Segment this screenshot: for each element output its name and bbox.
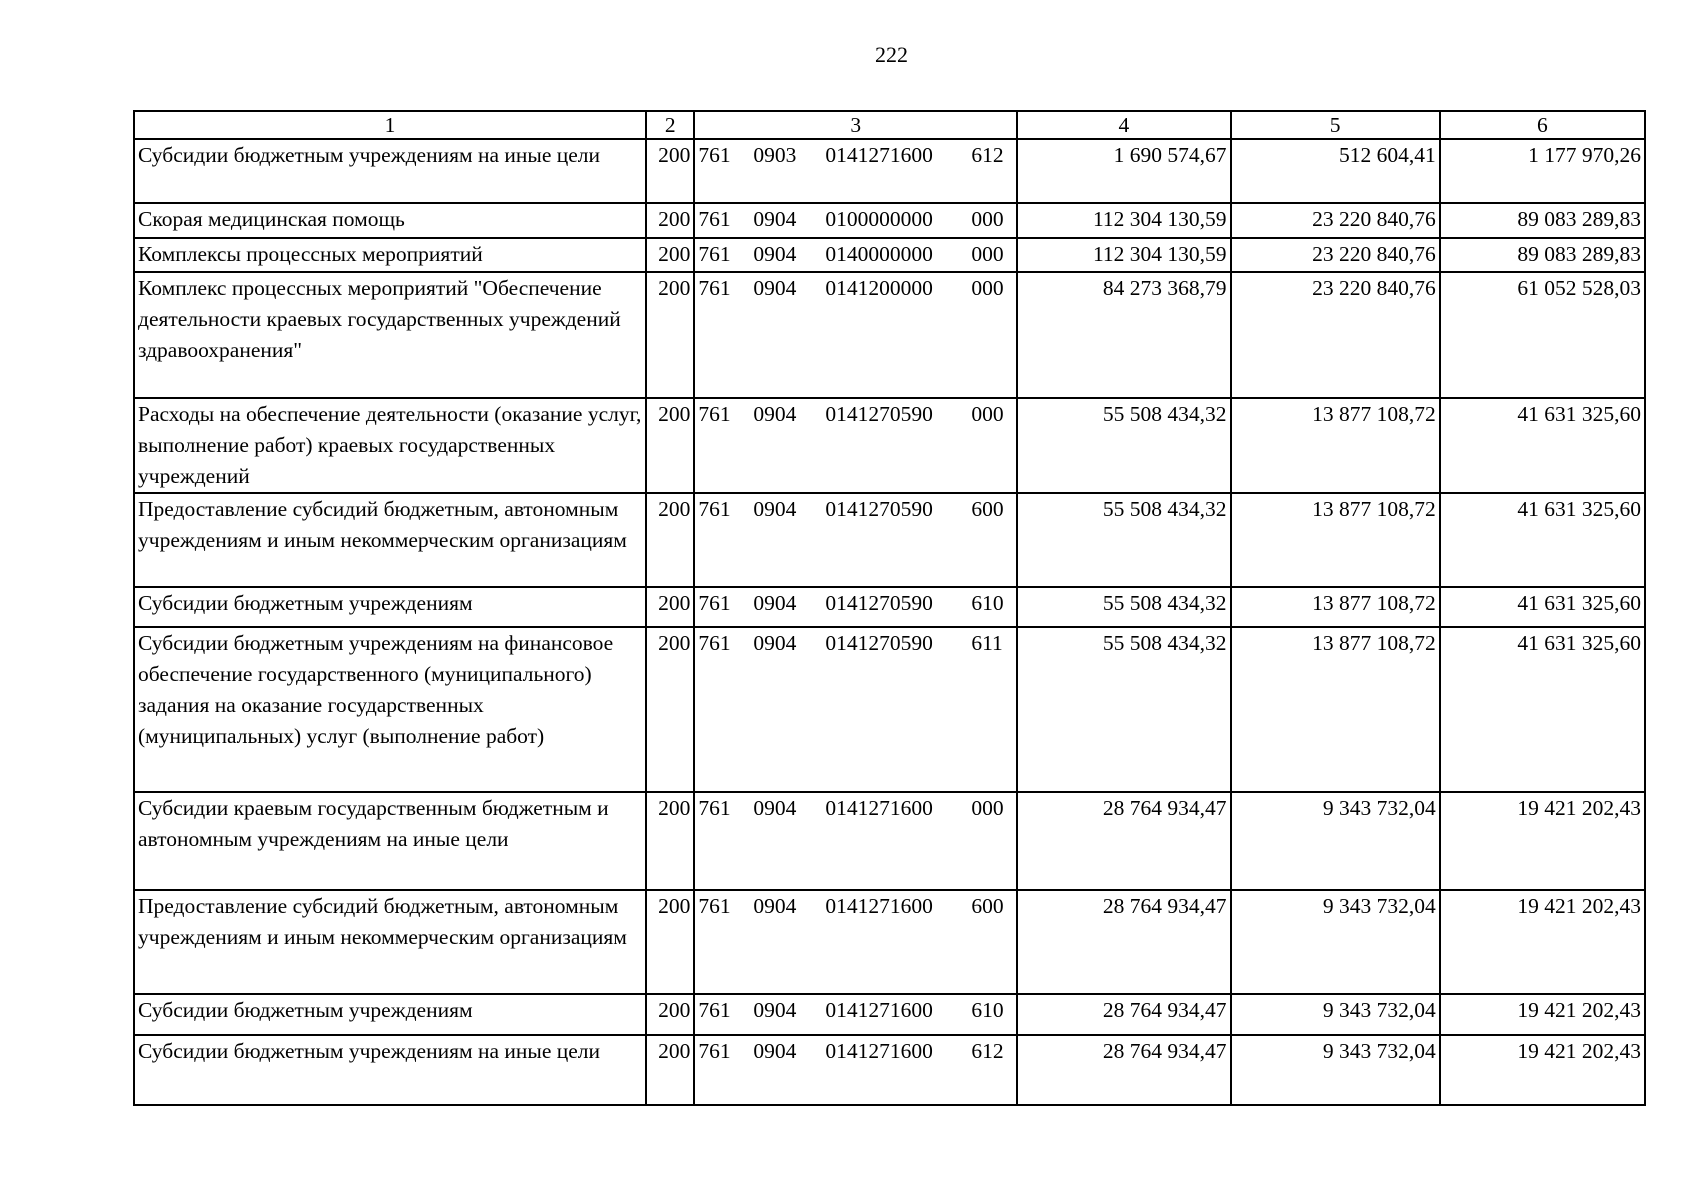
row-value-col6: 19 421 202,43 bbox=[1440, 890, 1645, 994]
row-name: Предоставление субсидий бюджетным, автономным учреждениям и иным некоммерческим организациям bbox=[134, 493, 646, 587]
table-row bbox=[134, 272, 1645, 398]
row-code-col2: 200 bbox=[646, 792, 694, 890]
table-row bbox=[134, 203, 1645, 238]
row-value-col6: 41 631 325,60 bbox=[1440, 493, 1645, 587]
row-name: Субсидии бюджетным учреждениям на иные цели bbox=[134, 1035, 646, 1105]
row-value-col5: 13 877 108,72 bbox=[1231, 398, 1440, 493]
row-value-col5: 23 220 840,76 bbox=[1231, 203, 1440, 238]
row-code-col2: 200 bbox=[646, 1035, 694, 1105]
page-number: 222 bbox=[875, 42, 908, 67]
row-classification-code: 761 0904 0140000000 000 bbox=[694, 238, 1017, 272]
row-name: Расходы на обеспечение деятельности (оказание услуг, выполнение работ) краевых государственных учреждений bbox=[134, 398, 646, 493]
row-name: Скорая медицинская помощь bbox=[134, 203, 646, 238]
row-classification-code: 761 0904 0141270590 611 bbox=[694, 627, 1017, 792]
row-value-col6: 19 421 202,43 bbox=[1440, 792, 1645, 890]
row-code-col2: 200 bbox=[646, 139, 694, 203]
row-value-col4: 28 764 934,47 bbox=[1017, 792, 1230, 890]
header-cell: 1 bbox=[134, 111, 646, 139]
row-value-col5: 9 343 732,04 bbox=[1231, 792, 1440, 890]
row-name: Комплекс процессных мероприятий "Обеспечение деятельности краевых государственных учреждений здравоохранения" bbox=[134, 272, 646, 398]
row-value-col4: 112 304 130,59 bbox=[1017, 238, 1230, 272]
row-classification-code: 761 0904 0141270590 610 bbox=[694, 587, 1017, 627]
row-value-col6: 19 421 202,43 bbox=[1440, 1035, 1645, 1105]
row-value-col6: 41 631 325,60 bbox=[1440, 627, 1645, 792]
row-value-col4: 28 764 934,47 bbox=[1017, 994, 1230, 1035]
row-value-col4: 55 508 434,32 bbox=[1017, 493, 1230, 587]
row-code-col2: 200 bbox=[646, 238, 694, 272]
row-value-col5: 9 343 732,04 bbox=[1231, 994, 1440, 1035]
row-classification-code: 761 0904 0100000000 000 bbox=[694, 203, 1017, 238]
row-name: Комплексы процессных мероприятий bbox=[134, 238, 646, 272]
row-value-col4: 112 304 130,59 bbox=[1017, 203, 1230, 238]
row-code-col2: 200 bbox=[646, 627, 694, 792]
row-value-col4: 28 764 934,47 bbox=[1017, 890, 1230, 994]
row-value-col6: 61 052 528,03 bbox=[1440, 272, 1645, 398]
row-classification-code: 761 0904 0141271600 000 bbox=[694, 792, 1017, 890]
row-value-col5: 9 343 732,04 bbox=[1231, 890, 1440, 994]
row-value-col5: 512 604,41 bbox=[1231, 139, 1440, 203]
header-cell: 3 bbox=[694, 111, 1017, 139]
row-value-col4: 84 273 368,79 bbox=[1017, 272, 1230, 398]
row-name: Субсидии бюджетным учреждениям на иные цели bbox=[134, 139, 646, 203]
row-value-col6: 41 631 325,60 bbox=[1440, 398, 1645, 493]
row-code-col2: 200 bbox=[646, 493, 694, 587]
row-value-col4: 28 764 934,47 bbox=[1017, 1035, 1230, 1105]
row-classification-code: 761 0904 0141200000 000 bbox=[694, 272, 1017, 398]
row-code-col2: 200 bbox=[646, 994, 694, 1035]
table-row bbox=[134, 890, 1645, 994]
row-value-col4: 55 508 434,32 bbox=[1017, 587, 1230, 627]
row-name: Субсидии краевым государственным бюджетным и автономным учреждениям на иные цели bbox=[134, 792, 646, 890]
header-cell: 4 bbox=[1017, 111, 1230, 139]
header-row bbox=[134, 111, 1645, 139]
row-value-col6: 1 177 970,26 bbox=[1440, 139, 1645, 203]
row-code-col2: 200 bbox=[646, 890, 694, 994]
row-value-col6: 89 083 289,83 bbox=[1440, 238, 1645, 272]
table-row bbox=[134, 994, 1645, 1035]
row-classification-code: 761 0904 0141270590 600 bbox=[694, 493, 1017, 587]
row-value-col4: 1 690 574,67 bbox=[1017, 139, 1230, 203]
table-row bbox=[134, 627, 1645, 792]
row-code-col2: 200 bbox=[646, 272, 694, 398]
row-value-col5: 23 220 840,76 bbox=[1231, 238, 1440, 272]
table-row bbox=[134, 238, 1645, 272]
row-classification-code: 761 0904 0141271600 610 bbox=[694, 994, 1017, 1035]
row-classification-code: 761 0904 0141270590 000 bbox=[694, 398, 1017, 493]
row-name: Субсидии бюджетным учреждениям bbox=[134, 587, 646, 627]
row-name: Субсидии бюджетным учреждениям на финансовое обеспечение государственного (муниципального) задания на оказание государственных (муниципальных) услуг (выполнение работ) bbox=[134, 627, 646, 792]
row-classification-code: 761 0903 0141271600 612 bbox=[694, 139, 1017, 203]
row-classification-code: 761 0904 0141271600 600 bbox=[694, 890, 1017, 994]
row-code-col2: 200 bbox=[646, 587, 694, 627]
row-code-col2: 200 bbox=[646, 203, 694, 238]
table-row bbox=[134, 792, 1645, 890]
table-row bbox=[134, 493, 1645, 587]
table-row bbox=[134, 139, 1645, 203]
row-value-col5: 13 877 108,72 bbox=[1231, 627, 1440, 792]
row-value-col5: 13 877 108,72 bbox=[1231, 587, 1440, 627]
table-row bbox=[134, 398, 1645, 493]
row-value-col5: 9 343 732,04 bbox=[1231, 1035, 1440, 1105]
table-row bbox=[134, 587, 1645, 627]
row-value-col4: 55 508 434,32 bbox=[1017, 398, 1230, 493]
header-cell: 2 bbox=[646, 111, 694, 139]
row-name: Предоставление субсидий бюджетным, автономным учреждениям и иным некоммерческим организациям bbox=[134, 890, 646, 994]
row-code-col2: 200 bbox=[646, 398, 694, 493]
table-row bbox=[134, 1035, 1645, 1105]
row-value-col6: 19 421 202,43 bbox=[1440, 994, 1645, 1035]
row-value-col4: 55 508 434,32 bbox=[1017, 627, 1230, 792]
row-value-col5: 13 877 108,72 bbox=[1231, 493, 1440, 587]
row-value-col5: 23 220 840,76 bbox=[1231, 272, 1440, 398]
header-cell: 6 bbox=[1440, 111, 1645, 139]
row-value-col6: 89 083 289,83 bbox=[1440, 203, 1645, 238]
row-classification-code: 761 0904 0141271600 612 bbox=[694, 1035, 1017, 1105]
header-cell: 5 bbox=[1231, 111, 1440, 139]
row-name: Субсидии бюджетным учреждениям bbox=[134, 994, 646, 1035]
row-value-col6: 41 631 325,60 bbox=[1440, 587, 1645, 627]
budget-table bbox=[133, 110, 1646, 1106]
